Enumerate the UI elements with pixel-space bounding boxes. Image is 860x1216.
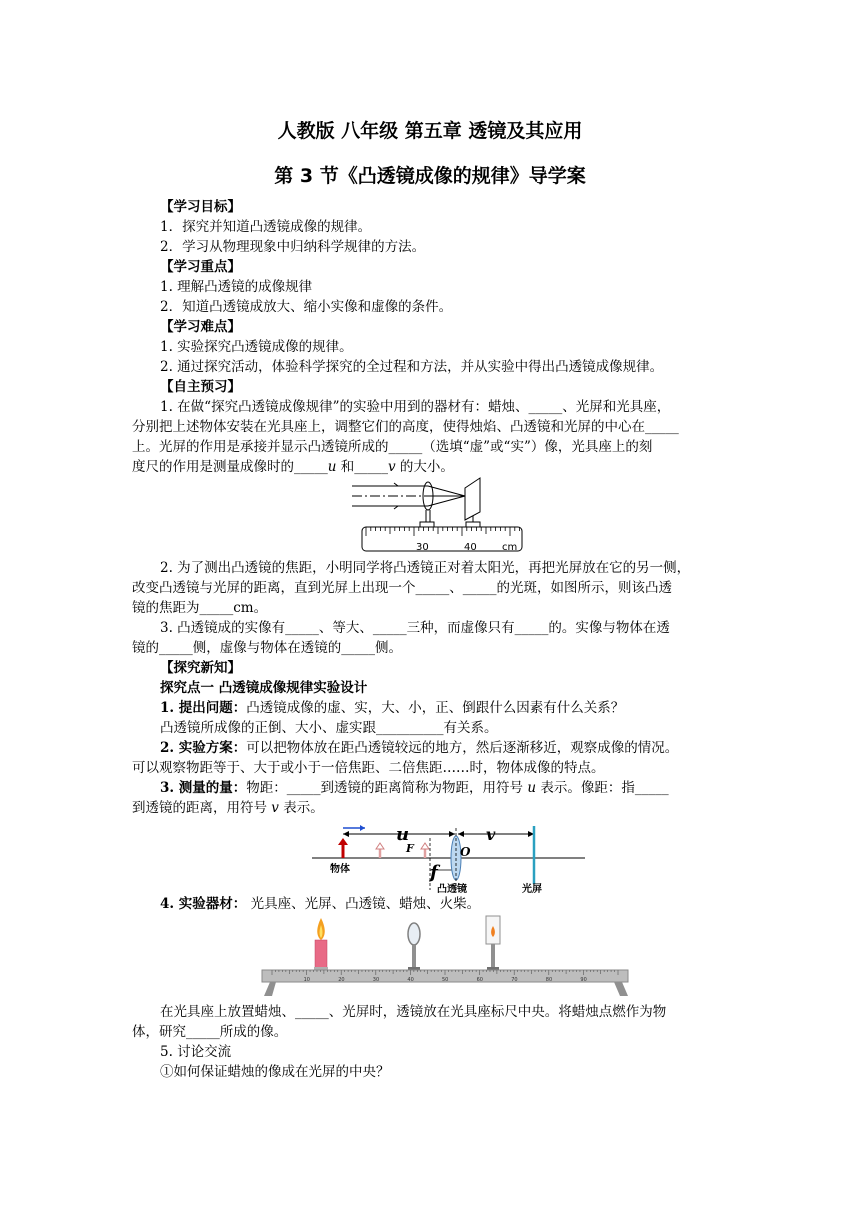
focal-length-figure: [350, 470, 525, 560]
paragraph-line: 2. 为了测出凸透镜的焦距，小明同学将凸透镜正对着太阳光，再把光屏放在它的另一侧，: [160, 560, 691, 576]
paragraph-line: 分别把上述物体安装在光具座上，调整它们的高度，使得烛焰、凸透镜和光屏的中心在_____: [132, 419, 679, 435]
paragraph-line: 体，研究_____所成的像。: [132, 1024, 288, 1040]
difficulty-item: 1. 实验探究凸透镜成像的规律。: [160, 339, 353, 355]
bench-tick-label: 70: [511, 977, 518, 983]
paragraph-line: [132, 798, 728, 818]
page-title: 人教版 八年级 第五章 透镜及其应用: [277, 120, 583, 142]
blue-arrow-head: [360, 825, 365, 831]
lens-label: 凸透镜: [437, 884, 467, 895]
symbol-u: u: [327, 459, 337, 475]
ruler-label-30: 30: [416, 542, 429, 553]
paragraph-line: [132, 894, 756, 914]
key-item: 2．知道凸透镜成放大、缩小实像和虚像的条件。: [160, 299, 453, 315]
symbol-u: u: [527, 780, 537, 796]
section-header-new: 【探究新知】: [160, 660, 241, 676]
refracted-ray: [428, 486, 465, 496]
object-label: 物体: [330, 864, 350, 875]
refracted-ray: [428, 496, 465, 506]
difficulty-item: 2. 通过探究活动，体验科学探究的全过程和方法，并从实验中得出凸透镜成像规律。: [160, 359, 664, 375]
O-label: O: [460, 845, 471, 859]
bench-tick-label: 60: [476, 977, 483, 983]
point-heading: 探究点一 凸透镜成像规律实验设计: [160, 680, 368, 696]
paragraph-line: ①如何保证蜡烛的像成在光屏的中央？: [160, 1064, 390, 1080]
optical-bench-figure: [258, 912, 633, 1000]
section-header-goals: 【学习目标】: [160, 199, 241, 215]
distance-diagram: [310, 820, 590, 900]
text-span: 可以把物体放在距凸透镜较远的地方，然后逐渐移近，观察成像的情况。: [246, 740, 679, 756]
paragraph-line: 凸透镜所成像的正倒、大小、虚实跟__________有关系。: [160, 720, 498, 736]
paragraph-line: 3. 凸透镜成的实像有_____、等大、_____三种，而虚像只有_____的。实像与物体在透: [160, 620, 670, 636]
text-span: 到透镜的距离，用符号: [132, 800, 272, 816]
paragraph-line: [132, 738, 756, 758]
object-arrow-head: [338, 838, 348, 845]
bench-tick-label: 10: [303, 977, 310, 983]
candle-body: [315, 940, 327, 968]
goal-item: 2．学习从物理现象中归纳科学规律的方法。: [160, 239, 426, 255]
bench-background: [258, 912, 633, 1000]
bench-tick-label: 40: [407, 977, 414, 983]
faded-arrow-head: [421, 843, 429, 849]
item-label: 2. 实验方案：: [160, 740, 247, 756]
faded-arrow-head: [376, 843, 384, 849]
text-span: 和_____: [336, 459, 388, 475]
v-label: v: [486, 825, 496, 844]
bench-tick-label: 50: [442, 977, 449, 983]
text-span: 表示。: [278, 800, 324, 816]
paragraph-line: 镜的_____侧，虚像与物体在透镜的_____侧。: [132, 640, 402, 656]
paragraph-line: 可以观察物距等于、大于或小于一倍焦距、二倍焦距……时，物体成像的特点。: [132, 760, 605, 776]
ruler-label-40: 40: [464, 542, 477, 553]
section-header-difficulty: 【学习难点】: [160, 319, 241, 335]
paragraph-line: 1. 在做“探究凸透镜成像规律”的实验中用到的器材有：蜡烛、_____、光屏和光具座，: [160, 399, 671, 415]
paragraph-line: 5. 讨论交流: [160, 1044, 232, 1060]
text-span: 的大小。: [395, 459, 454, 475]
bench-tick-label: 20: [338, 977, 345, 983]
page-subtitle: 第 3 节《凸透镜成像的规律》导学案: [274, 165, 586, 187]
f-label: f: [430, 862, 438, 883]
bench-tick-label: 80: [545, 977, 553, 983]
item-label: 3. 测量的量：: [160, 780, 247, 796]
key-item: 1. 理解凸透镜的成像规律: [160, 279, 313, 295]
paragraph-line: 上。光屏的作用是承接并显示凸透镜所成的_____（选填“虚”或“实”）像，光具座上的刻: [132, 439, 653, 455]
paragraph-line: [132, 698, 756, 718]
ruler-unit: cm: [502, 542, 518, 553]
paragraph-line: 镜的焦距为_____cm。: [132, 600, 268, 616]
text-span: 光具座、光屏、凸透镜、蜡烛、火柴。: [246, 896, 481, 912]
screen-holder: [466, 522, 480, 527]
u-label: u: [396, 824, 410, 845]
paragraph-line: [132, 778, 756, 798]
goal-item: 1．探究并知道凸透镜成像的规律。: [160, 219, 372, 235]
symbol-v: v: [388, 459, 396, 475]
ruler-body: [362, 527, 522, 551]
symbol-v: v: [271, 800, 279, 816]
text-span: 凸透镜成像的虚、实，大、小，正、倒跟什么因素有什么关系？: [246, 700, 625, 716]
light-screen: [465, 478, 480, 520]
section-header-key: 【学习重点】: [160, 259, 241, 275]
text-span: 物距：_____到透镜的距离简称为物距，用符号: [246, 780, 528, 796]
screen-label: 光屏: [522, 884, 542, 895]
item-label: 4. 实验器材：: [160, 896, 247, 912]
section-header-preview: 【自主预习】: [160, 379, 241, 395]
paragraph-line: 改变凸透镜与光屏的距离，直到光屏上出现一个_____、_____的光斑，如图所示，则该凸透: [132, 580, 672, 596]
paragraph-line: 在光具座上放置蜡烛、_____、光屏时，透镜放在光具座标尺中央。将蜡烛点燃作为物: [160, 1004, 667, 1020]
bench-tick-label: 90: [580, 977, 587, 983]
lens-holder: [420, 522, 434, 527]
bench-tick-label: 30: [372, 977, 380, 983]
F-label: F: [406, 842, 414, 855]
item-label: 1. 提出问题：: [160, 700, 247, 716]
text-span: 表示。像距：指_____: [536, 780, 669, 796]
text-span: 度尺的作用是测量成像时的_____: [132, 459, 328, 475]
ruler-ticks: [366, 527, 520, 536]
